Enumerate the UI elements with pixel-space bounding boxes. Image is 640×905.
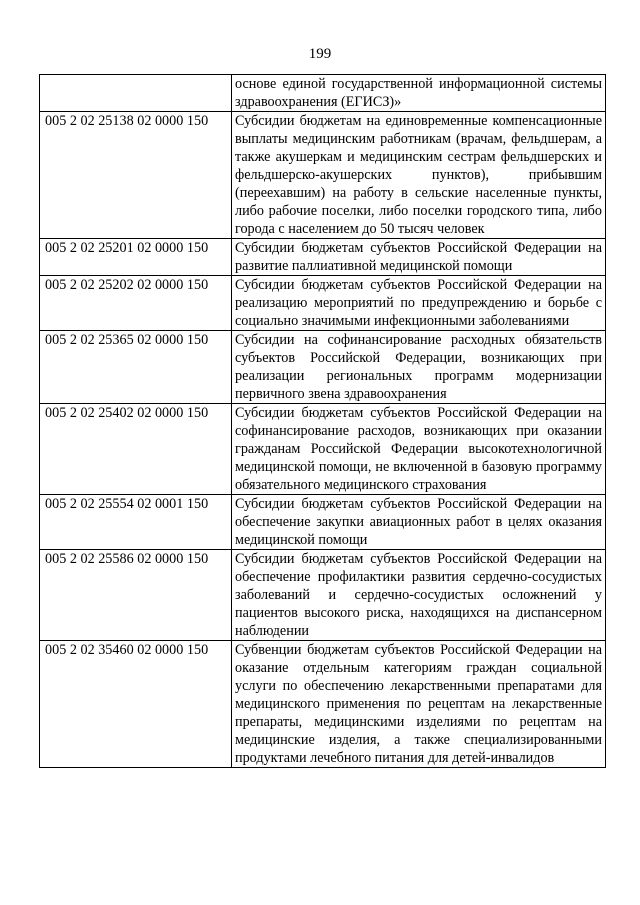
- table-row: [40, 75, 606, 112]
- row-description: Субсидии бюджетам субъектов Российской Федерации на софинансирование расходов, возникающих при оказании гражданам Российской Федерации высокотехнологичной медицинской помощи, не включенной в базовую программу обязательного медицинского страхования: [232, 404, 606, 495]
- classification-code: 005 2 02 25586 02 0000 150: [40, 550, 232, 641]
- table-row: [40, 239, 606, 276]
- row-description: Субвенции бюджетам субъектов Российской Федерации на оказание отдельным категориям граждан социальной услуги по обеспечению лекарственными препаратами для медицинского применения по рецептам на лекарственные препараты, медицинскими изделиями по рецептам на медицинские изделия, а также специализированными продуктами лечебного питания для детей-инвалидов: [232, 641, 606, 768]
- classification-code: 005 2 02 25202 02 0000 150: [40, 276, 232, 331]
- classification-code: [40, 75, 232, 112]
- classification-code: 005 2 02 25201 02 0000 150: [40, 239, 232, 276]
- table-row: [40, 550, 606, 641]
- classification-code: 005 2 02 35460 02 0000 150: [40, 641, 232, 768]
- row-description: Субсидии бюджетам субъектов Российской Федерации на развитие паллиативной медицинской помощи: [232, 239, 606, 276]
- row-description: Субсидии на софинансирование расходных обязательств субъектов Российской Федерации, возникающих при реализации региональных программ модернизации первичного звена здравоохранения: [232, 331, 606, 404]
- table-row: [40, 112, 606, 239]
- row-description: Субсидии бюджетам субъектов Российской Федерации на обеспечение закупки авиационных работ в целях оказания медицинской помощи: [232, 495, 606, 550]
- row-description: основе единой государственной информационной системы здравоохранения (ЕГИСЗ)»: [232, 75, 606, 112]
- row-description: Субсидии бюджетам субъектов Российской Федерации на обеспечение профилактики развития сердечно-сосудистых заболеваний и сердечно-сосудистых осложнений у пациентов высокого риска, находящихся на диспансерном наблюдении: [232, 550, 606, 641]
- classification-code: 005 2 02 25365 02 0000 150: [40, 331, 232, 404]
- row-description: Субсидии бюджетам на единовременные компенсационные выплаты медицинским работникам (врачам, фельдшерам, а также акушеркам и медицинским сестрам фельдшерских и фельдшерско-акушерских пунктов), прибывшим (переехавшим) на работу в сельские населенные пункты, либо рабочие поселки, либо поселки городского типа, либо города с населением до 50 тысяч человек: [232, 112, 606, 239]
- classification-code: 005 2 02 25554 02 0001 150: [40, 495, 232, 550]
- page-number: 199: [308, 46, 332, 62]
- budget-codes-table: [39, 74, 606, 768]
- table-row: [40, 641, 606, 768]
- table-row: [40, 404, 606, 495]
- row-description: Субсидии бюджетам субъектов Российской Федерации на реализацию мероприятий по предупреждению и борьбе с социально значимыми инфекционными заболеваниями: [232, 276, 606, 331]
- classification-code: 005 2 02 25138 02 0000 150: [40, 112, 232, 239]
- table-row: [40, 276, 606, 331]
- table-row: [40, 495, 606, 550]
- table-row: [40, 331, 606, 404]
- classification-code: 005 2 02 25402 02 0000 150: [40, 404, 232, 495]
